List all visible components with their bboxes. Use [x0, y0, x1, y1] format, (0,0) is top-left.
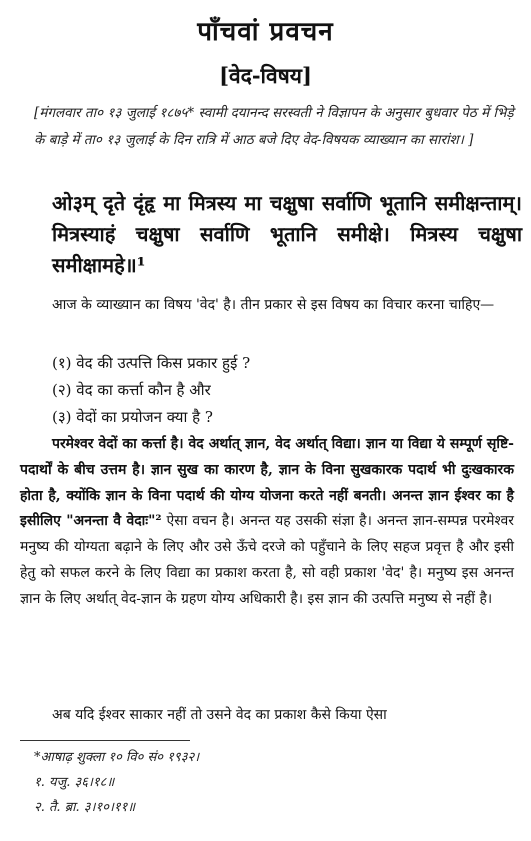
question-item: (२) वेद का कर्त्ता कौन है और	[52, 381, 211, 399]
question-item: (३) वेदों का प्रयोजन क्या है ?	[52, 408, 213, 426]
page-subtitle: [वेद-विषय]	[219, 63, 312, 88]
question-item: (१) वेद की उत्पत्ति किस प्रकार हुई ?	[52, 354, 251, 372]
footnote: १. यजु. ३६।१८॥	[34, 775, 115, 790]
paragraph-intro: आज के व्याख्यान का विषय 'वेद' है। तीन प्रकार से इस विषय का विचार करना चाहिए—	[52, 297, 495, 313]
footnote: *आषाढ़ शुक्ला १० वि० सं० १९३२।	[34, 750, 200, 765]
vedic-mantra: ओ३म् दृते दृंहृ मा मित्रस्य मा चक्षुषा सर्वाणि भूतानि समीक्षन्ताम्। मित्रस्याहं चक्षुषा सर्वाणि भूतानि समीक्षे। मित्रस्य चक्षुषा समीक्षामहे॥¹	[52, 191, 522, 277]
page-title: पाँचवां प्रवचन	[197, 17, 334, 47]
quoted-phrase: "अनन्ता वै वेदाः"²	[66, 513, 162, 530]
paragraph-main	[20, 432, 514, 613]
paragraph-main-part2: ऐसा वचन है। अनन्त यह उसकी संज्ञा है। अनन्त ज्ञान-सम्पन्न परमेश्वर मनुष्य की योग्यता बढ़ाने के लिए और उसे ऊँचे दरजे को पहुँचाने के लिए सहज प्रवृत्त है और इसी हेतु को सफल करने के लिए विद्या का प्रकाश करता है, सो वही प्रकाश 'वेद' है। मनुष्य इस अनन्त ज्ञान के लिए अर्थात् वेद-ज्ञान के ग्रहण योग्य अधिकारी है। इस ज्ञान की उत्पत्ति मनुष्य से नहीं है।	[20, 513, 515, 607]
footnote: २. तै. ब्रा. ३।१०।११॥	[34, 800, 136, 815]
intro-note: [मंगलवार ता० १३ जुलाई १८७५* स्वामी दयानन्द सरस्वती ने विज्ञापन के अनुसार बुधवार पेठ में भिड़े के बाड़े में ता० १३ जुलाई के दिन रात्रि में आठ बजे दिए वेद-विषयक व्याख्यान का सारांश। ]	[34, 105, 514, 148]
footnote-divider	[20, 740, 190, 741]
paragraph-main-part1: परमेश्वर वेदों का कर्त्ता है। वेद अर्थात् ज्ञान, वेद अर्थात् विद्या। ज्ञान या विद्या ये सम्पूर्ण सृष्टि-पदार्थों के बीच उत्तम है। ज्ञान सुख का कारण है, ज्ञान के विना सुखकारक पदार्थ भी दुःखकारक होता है, क्योंकि ज्ञान के विना पदार्थ की योग्य योजना करते नहीं बनती। अनन्त ज्ञान ईश्वर का है इसीलिए	[20, 436, 514, 530]
paragraph-continuation: अब यदि ईश्वर साकार नहीं तो उसने वेद का प्रकाश कैसे किया ऐसा	[52, 707, 387, 723]
